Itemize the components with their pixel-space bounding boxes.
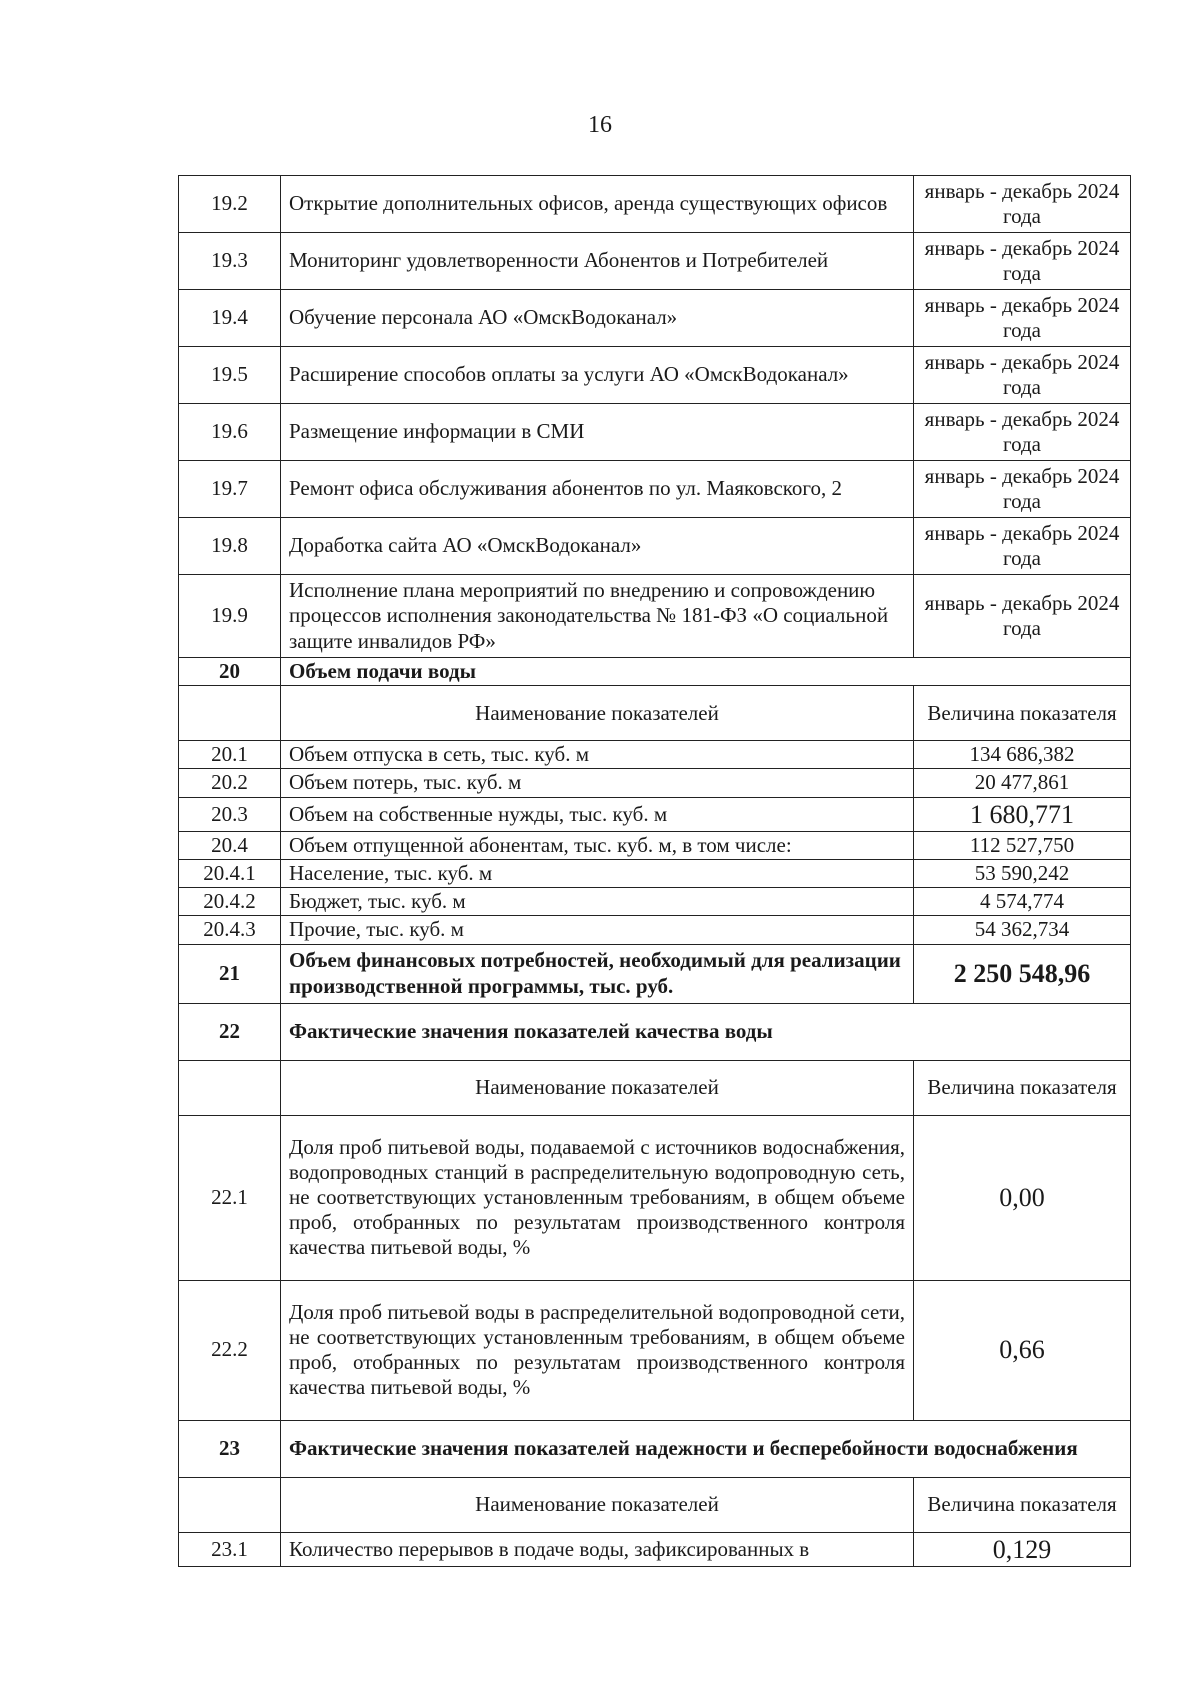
table-row xyxy=(179,888,1131,916)
row-number: 20.2 xyxy=(179,769,281,797)
column-header-row xyxy=(179,1060,1131,1115)
row-period: январь - декабрь 2024 года xyxy=(914,575,1131,658)
row-text: Доля проб питьевой воды в распределительной водопроводной сети, не соответствующих установленным требованиям, в общем объеме проб, отобранных по результатам производственного контроля качества питьевой воды, % xyxy=(281,1280,914,1420)
section-title-row xyxy=(179,1420,1131,1477)
table-row xyxy=(179,831,1131,859)
column-header-row xyxy=(179,686,1131,741)
row-text: Исполнение плана мероприятий по внедрению и сопровождению процессов исполнения законодательства № 181-ФЗ «О социальной защите инвалидов РФ» xyxy=(281,575,914,658)
row-value: 4 574,774 xyxy=(914,888,1131,916)
row-number: 19.7 xyxy=(179,461,281,518)
row-value: 0,66 xyxy=(914,1280,1131,1420)
row-text: Открытие дополнительных офисов, аренда существующих офисов xyxy=(281,176,914,233)
header-value: Величина показателя xyxy=(914,1060,1131,1115)
empty-cell xyxy=(179,1060,281,1115)
row-text: Объем потерь, тыс. куб. м xyxy=(281,769,914,797)
row-value: 1 680,771 xyxy=(914,797,1131,831)
row-number: 19.8 xyxy=(179,518,281,575)
section-title-row xyxy=(179,1003,1131,1060)
plan-row xyxy=(179,347,1131,404)
row-number: 20.3 xyxy=(179,797,281,831)
row-number: 20.4 xyxy=(179,831,281,859)
row-number: 20.4.1 xyxy=(179,859,281,887)
section-value: 2 250 548,96 xyxy=(914,944,1131,1003)
row-period: январь - декабрь 2024 года xyxy=(914,404,1131,461)
table-row xyxy=(179,797,1131,831)
row-text: Мониторинг удовлетворенности Абонентов и Потребителей xyxy=(281,233,914,290)
table-row xyxy=(179,741,1131,769)
row-value: 134 686,382 xyxy=(914,741,1131,769)
row-number: 19.3 xyxy=(179,233,281,290)
row-text: Количество перерывов в подаче воды, зафиксированных в xyxy=(281,1532,914,1566)
section-number: 23 xyxy=(179,1420,281,1477)
row-value: 54 362,734 xyxy=(914,916,1131,944)
empty-cell xyxy=(179,1477,281,1532)
plan-row xyxy=(179,461,1131,518)
row-period: январь - декабрь 2024 года xyxy=(914,461,1131,518)
plan-row xyxy=(179,575,1131,658)
header-value: Величина показателя xyxy=(914,1477,1131,1532)
row-number: 20.1 xyxy=(179,741,281,769)
program-table xyxy=(178,175,1131,1567)
page-number: 16 xyxy=(588,112,612,138)
plan-row xyxy=(179,404,1131,461)
header-name: Наименование показателей xyxy=(281,1060,914,1115)
row-text: Обучение персонала АО «ОмскВодоканал» xyxy=(281,290,914,347)
section-title-row xyxy=(179,658,1131,686)
row-text: Объем отпущенной абонентам, тыс. куб. м, в том числе: xyxy=(281,831,914,859)
row-value: 20 477,861 xyxy=(914,769,1131,797)
row-number: 19.4 xyxy=(179,290,281,347)
row-text: Ремонт офиса обслуживания абонентов по ул. Маяковского, 2 xyxy=(281,461,914,518)
row-number: 22.2 xyxy=(179,1280,281,1420)
table-row xyxy=(179,1115,1131,1280)
table-row xyxy=(179,1532,1131,1566)
header-value: Величина показателя xyxy=(914,686,1131,741)
row-period: январь - декабрь 2024 года xyxy=(914,518,1131,575)
row-number: 19.5 xyxy=(179,347,281,404)
row-text: Доработка сайта АО «ОмскВодоканал» xyxy=(281,518,914,575)
row-number: 19.9 xyxy=(179,575,281,658)
column-header-row xyxy=(179,1477,1131,1532)
row-period: январь - декабрь 2024 года xyxy=(914,233,1131,290)
section-title: Объем финансовых потребностей, необходимый для реализации производственной программы, тыс. руб. xyxy=(281,944,914,1003)
header-name: Наименование показателей xyxy=(281,1477,914,1532)
row-value: 0,00 xyxy=(914,1115,1131,1280)
row-period: январь - декабрь 2024 года xyxy=(914,176,1131,233)
row-value: 112 527,750 xyxy=(914,831,1131,859)
section-title: Фактические значения показателей надежности и бесперебойности водоснабжения xyxy=(281,1420,1131,1477)
row-text: Доля проб питьевой воды, подаваемой с источников водоснабжения, водопроводных станций в распределительную водопроводную сеть, не соответствующих установленным требованиям, в общем объеме проб, отобранных по результатам производственного контроля качества питьевой воды, % xyxy=(281,1115,914,1280)
section-number: 21 xyxy=(179,944,281,1003)
table-row xyxy=(179,916,1131,944)
row-text: Размещение информации в СМИ xyxy=(281,404,914,461)
section-title: Объем подачи воды xyxy=(281,658,1131,686)
row-number: 19.2 xyxy=(179,176,281,233)
table-row xyxy=(179,859,1131,887)
table-row xyxy=(179,1280,1131,1420)
row-number: 22.1 xyxy=(179,1115,281,1280)
row-period: январь - декабрь 2024 года xyxy=(914,290,1131,347)
plan-row xyxy=(179,176,1131,233)
plan-row xyxy=(179,290,1131,347)
row-number: 19.6 xyxy=(179,404,281,461)
row-text: Прочие, тыс. куб. м xyxy=(281,916,914,944)
section-number: 22 xyxy=(179,1003,281,1060)
section-number: 20 xyxy=(179,658,281,686)
row-text: Объем отпуска в сеть, тыс. куб. м xyxy=(281,741,914,769)
row-number: 20.4.2 xyxy=(179,888,281,916)
header-name: Наименование показателей xyxy=(281,686,914,741)
plan-row xyxy=(179,233,1131,290)
row-value: 53 590,242 xyxy=(914,859,1131,887)
row-number: 20.4.3 xyxy=(179,916,281,944)
table-row xyxy=(179,769,1131,797)
row-text: Население, тыс. куб. м xyxy=(281,859,914,887)
section-title-row xyxy=(179,944,1131,1003)
row-number: 23.1 xyxy=(179,1532,281,1566)
row-value: 0,129 xyxy=(914,1532,1131,1566)
section-title: Фактические значения показателей качества воды xyxy=(281,1003,1131,1060)
empty-cell xyxy=(179,686,281,741)
row-period: январь - декабрь 2024 года xyxy=(914,347,1131,404)
row-text: Объем на собственные нужды, тыс. куб. м xyxy=(281,797,914,831)
plan-row xyxy=(179,518,1131,575)
row-text: Расширение способов оплаты за услуги АО «ОмскВодоканал» xyxy=(281,347,914,404)
row-text: Бюджет, тыс. куб. м xyxy=(281,888,914,916)
